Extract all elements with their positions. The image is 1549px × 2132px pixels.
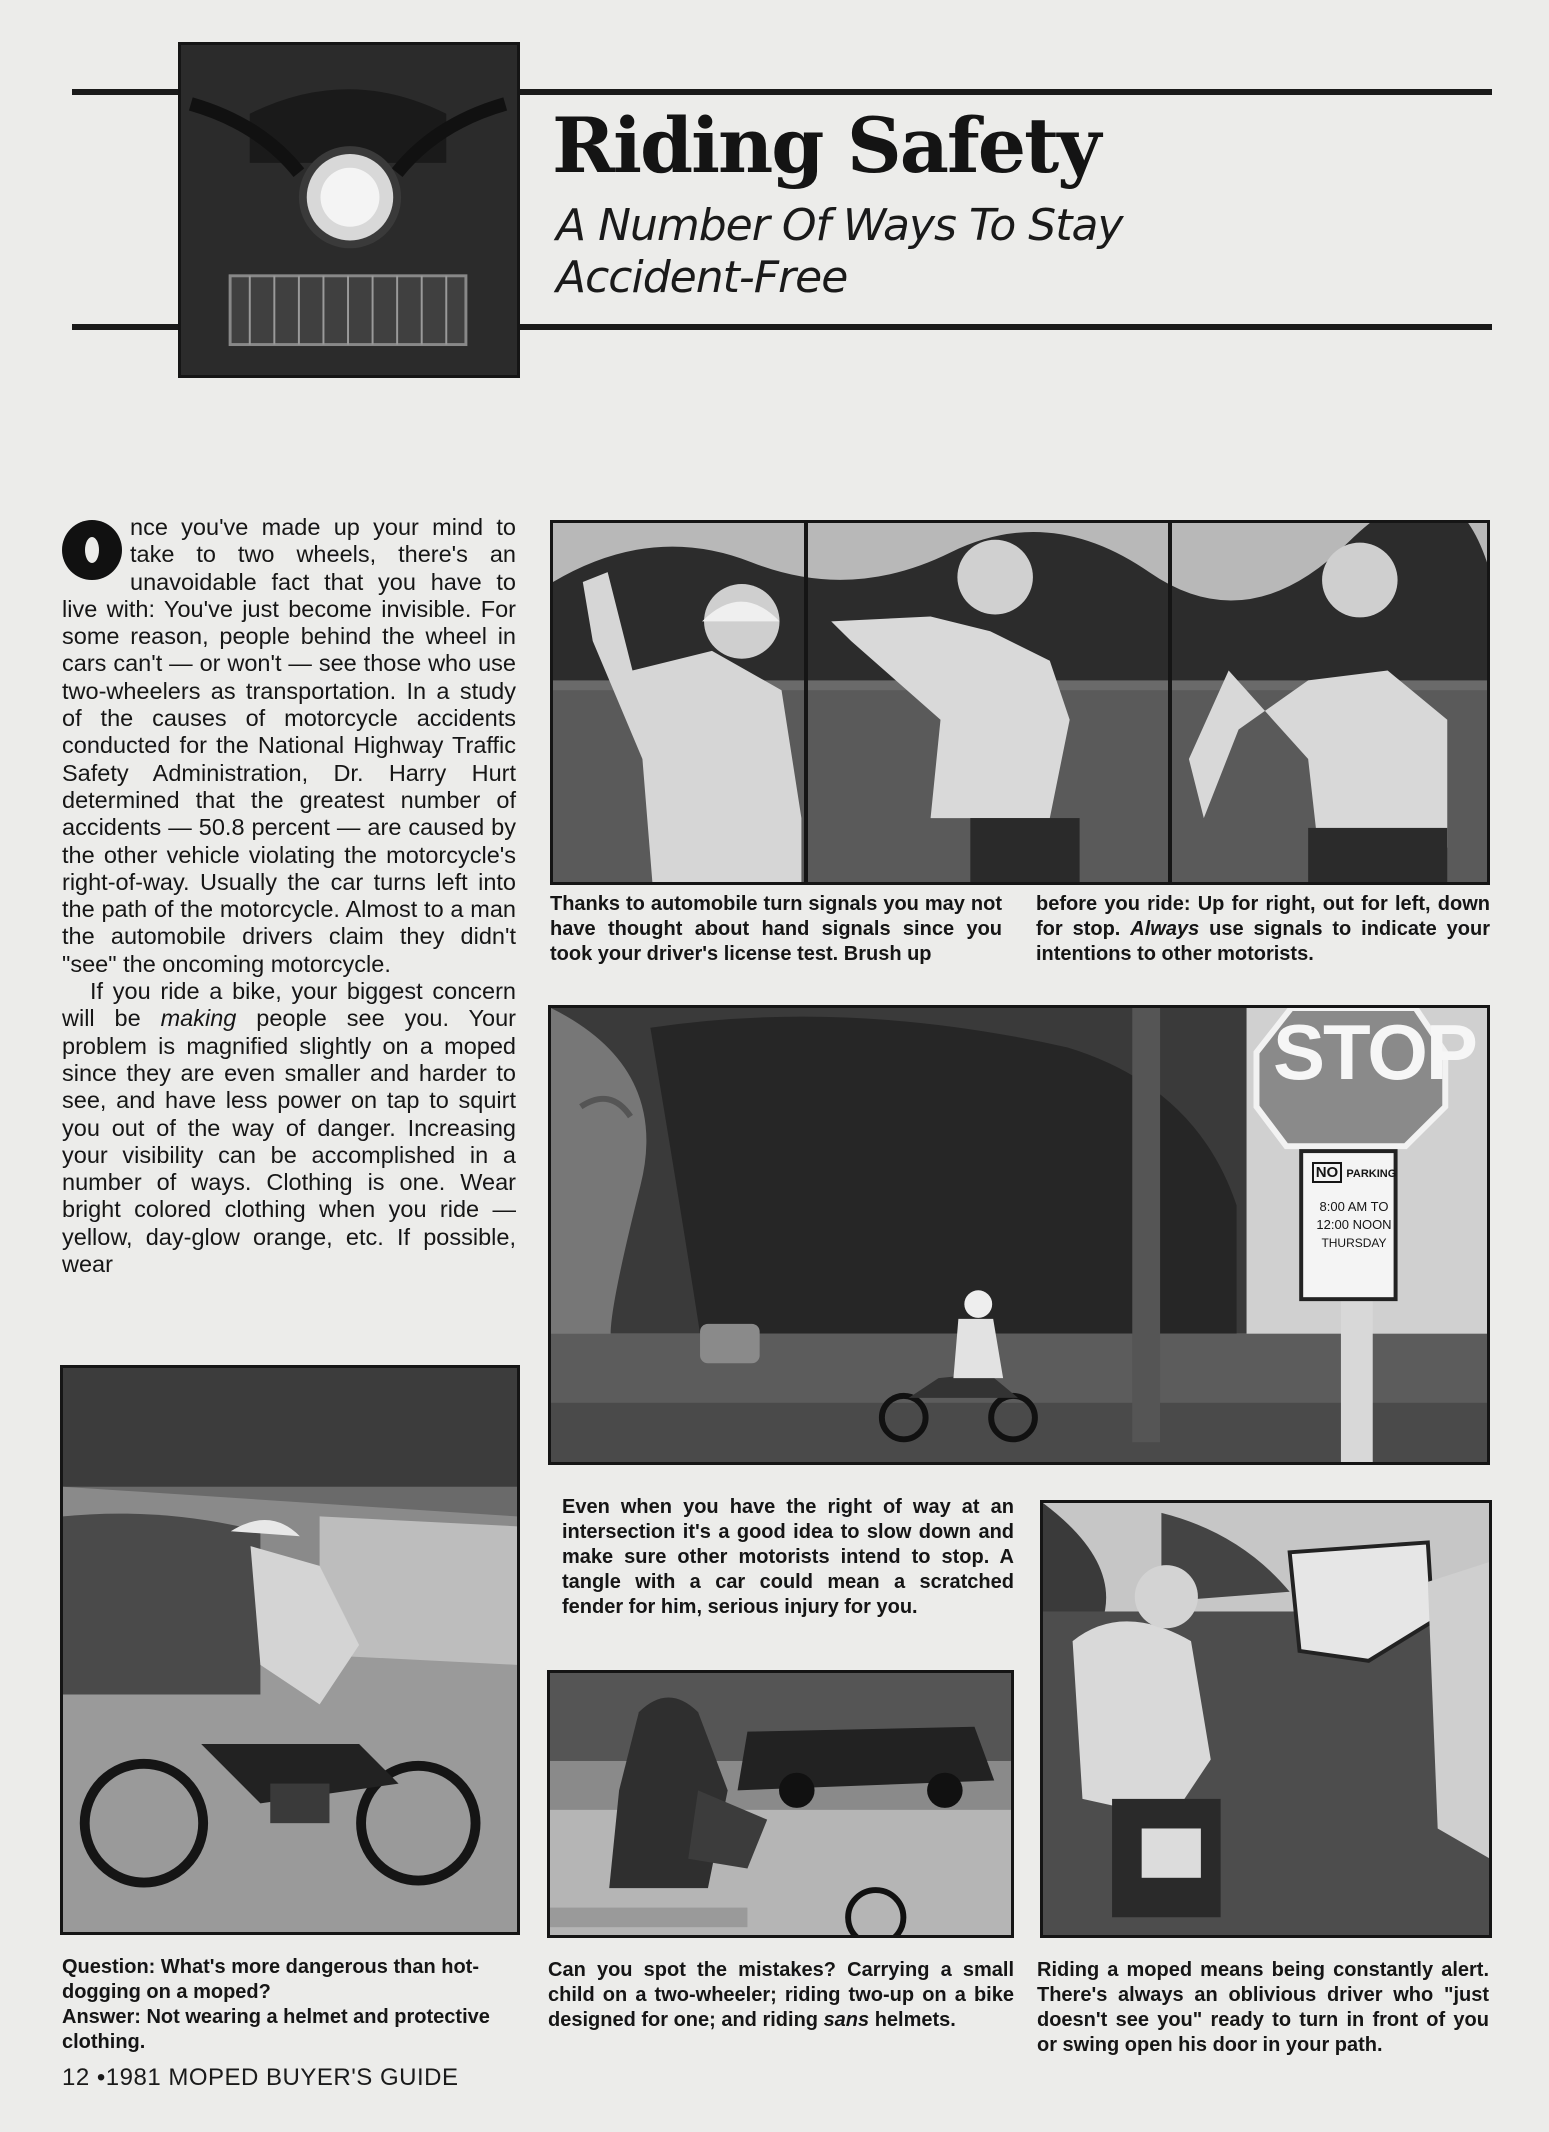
- paragraph-2-after: people see you. Your problem is magnified slightly on a moped since they are even smaller and harder to see, and have less power on tap to squirt you out of the way of danger. Increasing your visibility can be accomplished in a number of ways. Clothing is one. Wear bright colored clothing when you ride — yellow, day-glow orange, etc. If possible, wear: [62, 1005, 516, 1278]
- photo-hand-signals: [550, 520, 1490, 885]
- caption-mistakes-before: Can you spot the mistakes? Carrying a small child on a two-wheeler; riding two-up on a bike designed for one; and riding: [548, 1959, 1014, 2031]
- caption-hand-signals-right: [1036, 892, 1490, 967]
- photo-hotdogging-rider: [60, 1365, 520, 1935]
- page-title: Riding Safety: [552, 101, 1100, 190]
- no-parking-no: NO: [1312, 1162, 1343, 1183]
- article-body: [62, 514, 516, 1278]
- no-parking-day: THURSDAY: [1321, 1236, 1387, 1250]
- header-photo-headlight: [178, 42, 520, 378]
- caption-alert: Riding a moped means being constantly alert. There's always an oblivious driver who "just doesn't see you" ready to turn in front of you or swing open his door in your path.: [1037, 1959, 1489, 2056]
- caption-answer: Answer: Not wearing a helmet and protective clothing.: [62, 2006, 490, 2053]
- caption-question-answer: [62, 1955, 518, 2055]
- article-paragraph-1: [62, 514, 516, 978]
- paragraph-2-before: If you ride a bike, your biggest concern will be: [62, 978, 516, 1032]
- page-footer: [62, 2064, 458, 2092]
- no-parking-parking: PARKING: [1346, 1168, 1397, 1180]
- caption-intersection: Even when you have the right of way at an intersection it's a good idea to slow down and make sure other motorists intend to stop. A tangle with a car could mean a scratched fender for him, serious injury for you.: [562, 1496, 1014, 1618]
- no-parking-sign: [1311, 1163, 1397, 1252]
- photo-divider-1: [804, 523, 808, 882]
- caption-question: Question: What's more dangerous than hot-dogging on a moped?: [62, 1956, 479, 2003]
- caption-mistakes: [548, 1958, 1014, 2033]
- no-parking-hours-2: 12:00 NOON: [1316, 1217, 1392, 1232]
- paragraph-1-text: nce you've made up your mind to take to two wheels, there's an unavoidable fact that you have to live with: You've just become invisible. For some reason, people behind the wheel in cars can't — or won't — see those who use two-wheelers as transportation. In a study of the causes of motorcycle accidents conducted for the National Highway Traffic Safety Administration, Dr. Harry Hurt determined that the greatest number of accidents — 50.8 percent — are caused by the other vehicle violating the motorcycle's right-of-way. Usually the car turns left into the path of the motorcycle. Almost to a man the automobile drivers claim they didn't "see" the oncoming motorcycle.: [62, 514, 516, 977]
- article-paragraph-2: [62, 978, 516, 1278]
- photo-divider-2: [1168, 523, 1172, 882]
- no-parking-hours-1: 8:00 AM TO: [1319, 1199, 1389, 1214]
- photo-stop-sign-intersection: [548, 1005, 1490, 1465]
- footer-separator: •: [96, 2064, 106, 2091]
- caption-hand-signals-right-italic: Always: [1130, 918, 1200, 940]
- caption-hand-signals-left: Thanks to automobile turn signals you may not have thought about hand signals since you took your driver's license test. Brush up: [550, 893, 1002, 965]
- caption-mistakes-italic: sans: [823, 2009, 870, 2031]
- page-subtitle: [556, 200, 1176, 304]
- paragraph-2-italic: making: [160, 1005, 237, 1032]
- photo-car-door-danger: [1040, 1500, 1492, 1938]
- subtitle-line-1: A Number Of Ways To Stay: [556, 200, 1123, 251]
- footer-publication: 1981 MOPED BUYER'S GUIDE: [105, 2064, 459, 2091]
- caption-hand-signals-right-before: before you ride: Up for right, out for left, down for stop.: [1036, 893, 1490, 940]
- footer-page-number: 12: [62, 2064, 90, 2091]
- photo-two-up-riders: [547, 1670, 1014, 1938]
- subtitle-line-2: Accident-Free: [556, 252, 848, 303]
- caption-mistakes-after: helmets.: [869, 2009, 956, 2031]
- caption-hand-signals-right-after: use signals to indicate your intentions to other motorists.: [1036, 918, 1490, 965]
- stop-sign-text: STOP: [1273, 1008, 1476, 1096]
- dropcap-o: [62, 520, 122, 580]
